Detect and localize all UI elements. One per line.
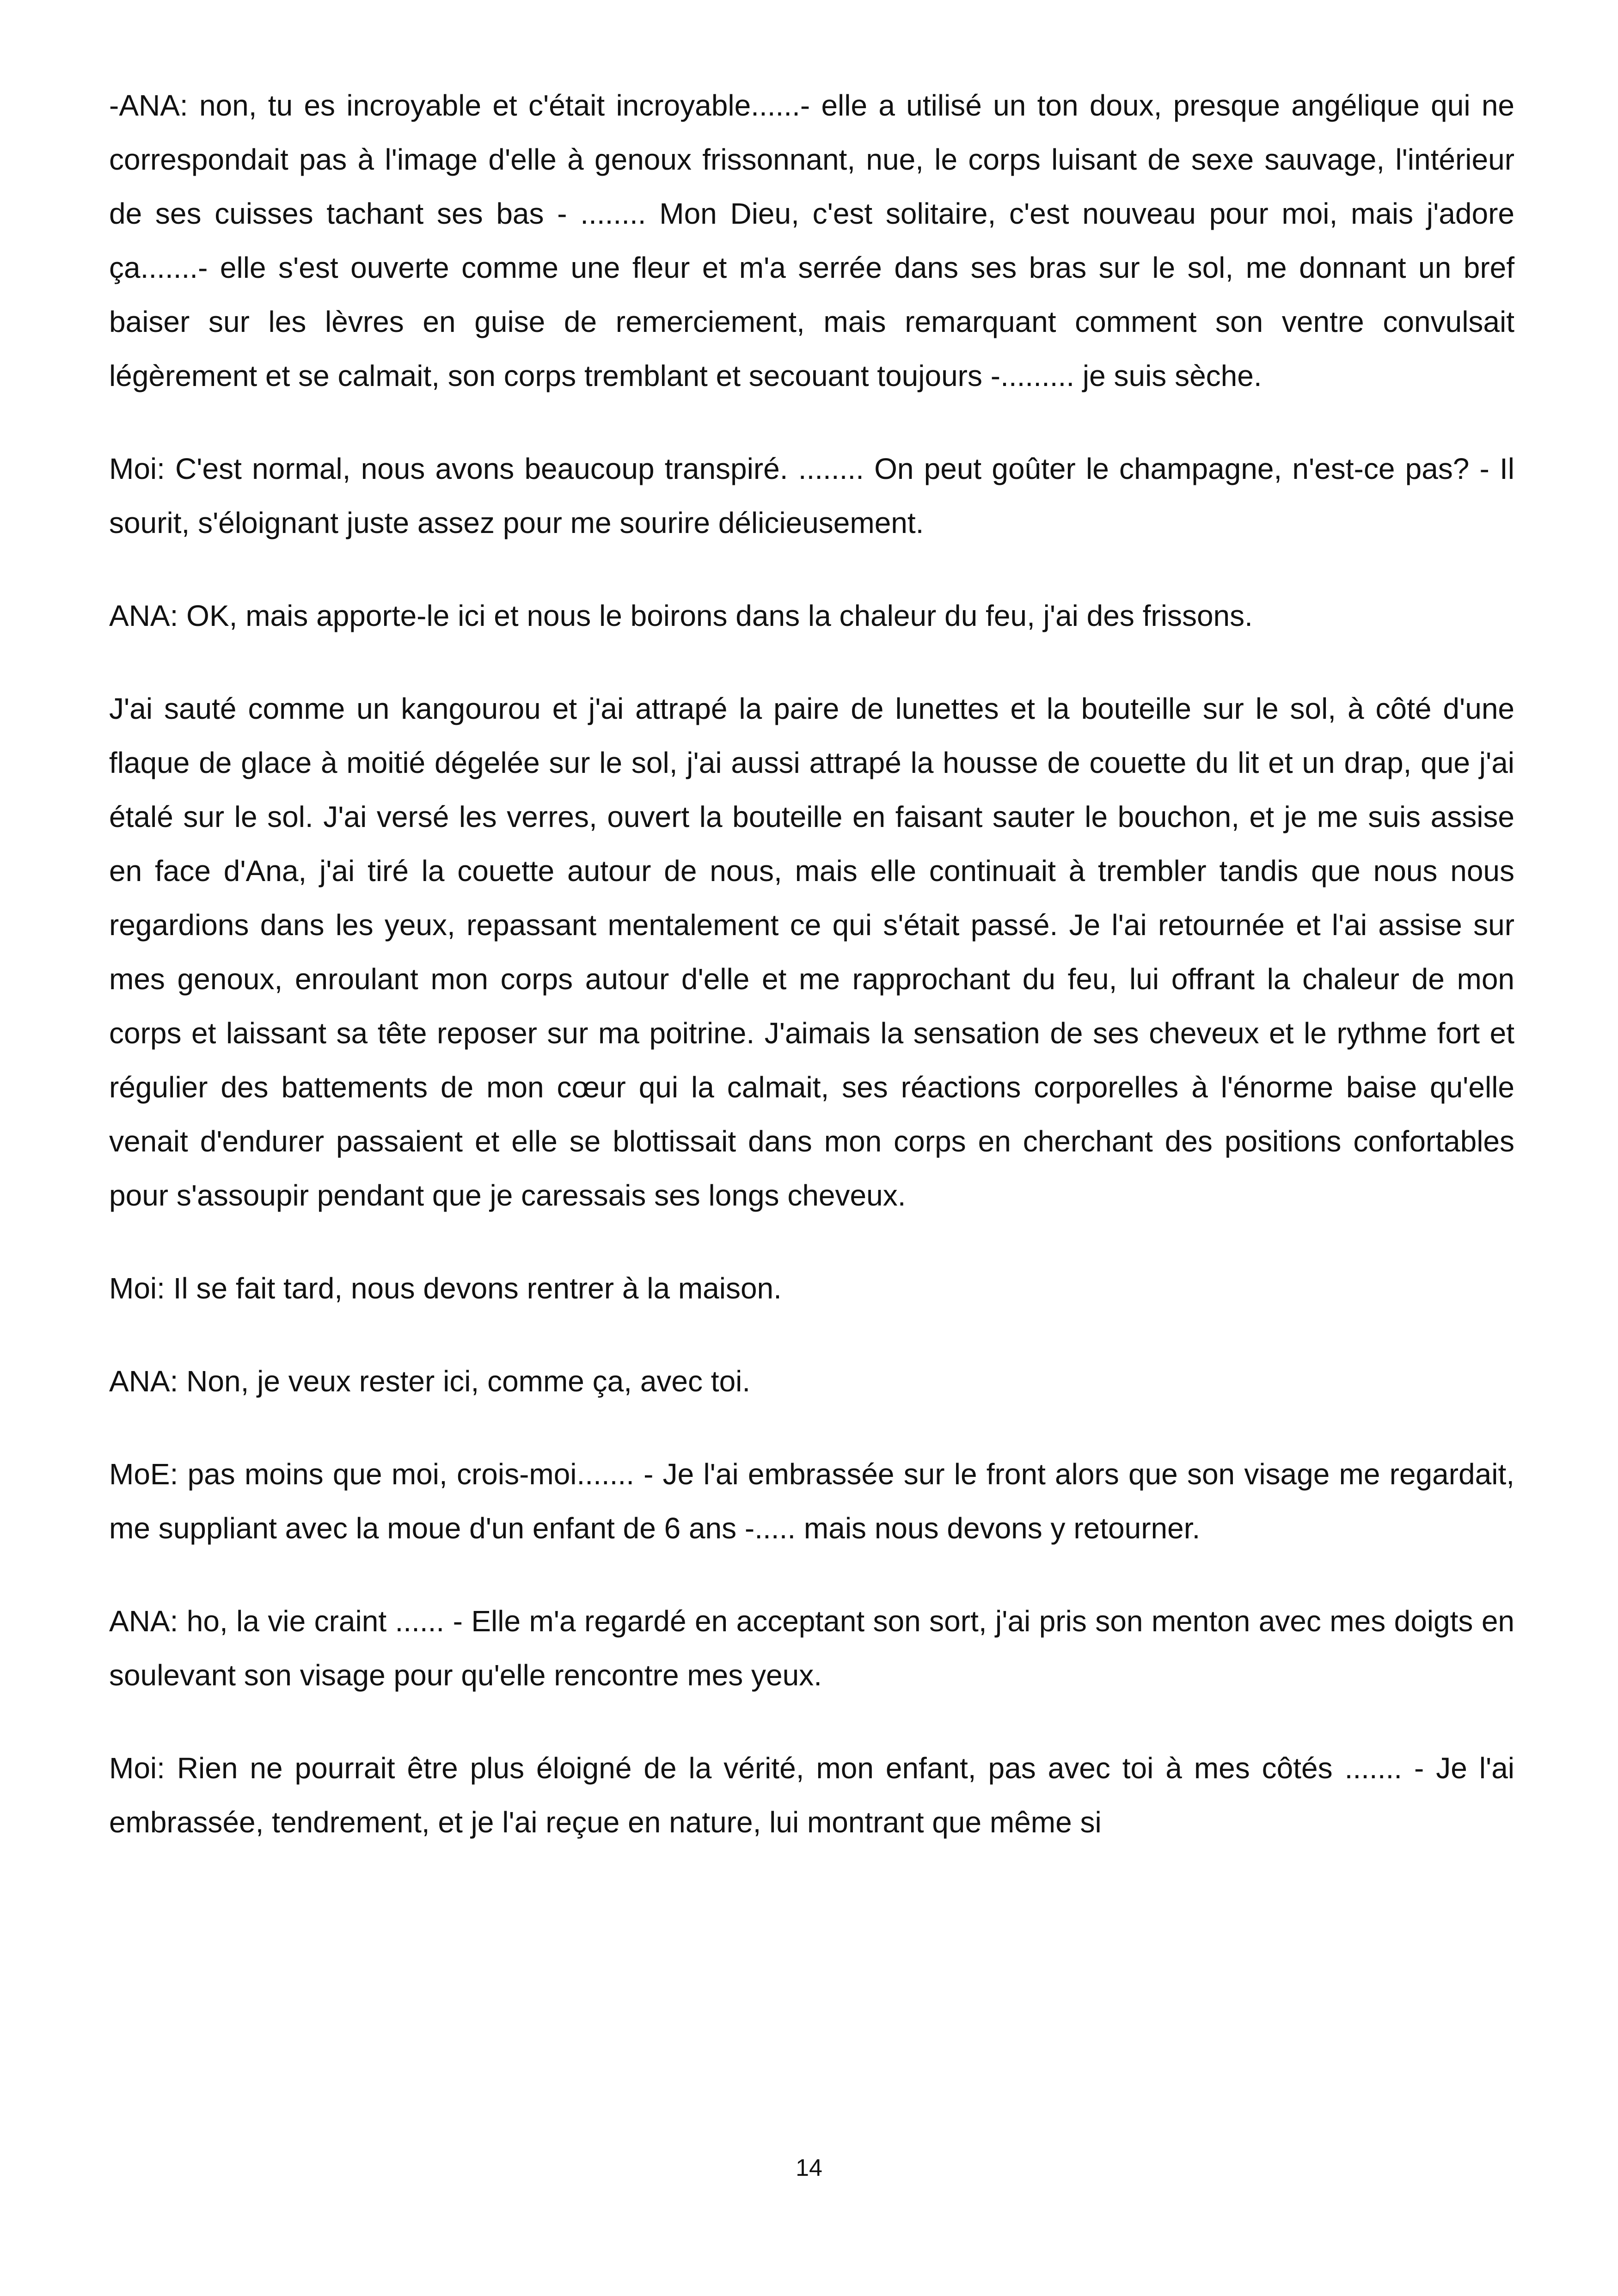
paragraph-6: ANA: Non, je veux rester ici, comme ça, avec toi. bbox=[109, 1365, 751, 1398]
paragraph-2: Moi: C'est normal, nous avons beaucoup transpiré. ........ On peut goûter le champagne, n'est-ce pas? - Il sourit, s'éloignant juste assez pour me sourire délicieusement. bbox=[109, 452, 1514, 539]
paragraph-3: ANA: OK, mais apporte-le ici et nous le boirons dans la chaleur du feu, j'ai des frissons. bbox=[109, 599, 1253, 632]
paragraph-8: ANA: ho, la vie craint ...... - Elle m'a regardé en acceptant son sort, j'ai pris son menton avec mes doigts en soulevant son visage pour qu'elle rencontre mes yeux. bbox=[109, 1604, 1514, 1692]
paragraph-1: -ANA: non, tu es incroyable et c'était incroyable......- elle a utilisé un ton doux, presque angélique qui ne correspondait pas à l'image d'elle à genoux frissonnant, nue, le corps luisant de sexe sauvage, l'intérieur de ses cuisses tachant ses bas - ........ Mon Dieu, c'est solitaire, c'est nouveau pour moi, mais j'adore ça.......- elle s'est ouverte comme une fleur et m'a serrée dans ses bras sur le sol, me donnant un bref baiser sur les lèvres en guise de remerciement, mais remarquant comment son ventre convulsait légèrement et se calmait, son corps tremblant et secouant toujours -......... je suis sèche. bbox=[109, 89, 1514, 392]
page-number: 14 bbox=[796, 2155, 822, 2181]
paragraph-5: Moi: Il se fait tard, nous devons rentrer à la maison. bbox=[109, 1272, 782, 1305]
paragraph-7: MoE: pas moins que moi, crois-moi....... - Je l'ai embrassée sur le front alors que son visage me regardait, me suppliant avec la moue d'un enfant de 6 ans -..... mais nous devons y retourner. bbox=[109, 1457, 1514, 1545]
document-body bbox=[109, 79, 1514, 1888]
paragraph-9: Moi: Rien ne pourrait être plus éloigné de la vérité, mon enfant, pas avec toi à mes côtés ....... - Je l'ai embrassée, tendrement, et je l'ai reçue en nature, lui montrant que même si bbox=[109, 1751, 1514, 1839]
paragraph-4: J'ai sauté comme un kangourou et j'ai attrapé la paire de lunettes et la bouteille sur le sol, à côté d'une flaque de glace à moitié dégelée sur le sol, j'ai aussi attrapé la housse de couette du lit et un drap, que j'ai étalé sur le sol. J'ai versé les verres, ouvert la bouteille en faisant sauter le bouchon, et je me suis assise en face d'Ana, j'ai tiré la couette autour de nous, mais elle continuait à trembler tandis que nous nous regardions dans les yeux, repassant mentalement ce qui s'était passé. Je l'ai retournée et l'ai assise sur mes genoux, enroulant mon corps autour d'elle et me rapprochant du feu, lui offrant la chaleur de mon corps et laissant sa tête reposer sur ma poitrine. J'aimais la sensation de ses cheveux et le rythme fort et régulier des battements de mon cœur qui la calmait, ses réactions corporelles à l'énorme baise qu'elle venait d'endurer passaient et elle se blottissait dans mon corps en cherchant des positions confortables pour s'assoupir pendant que je caressais ses longs cheveux. bbox=[109, 692, 1514, 1212]
